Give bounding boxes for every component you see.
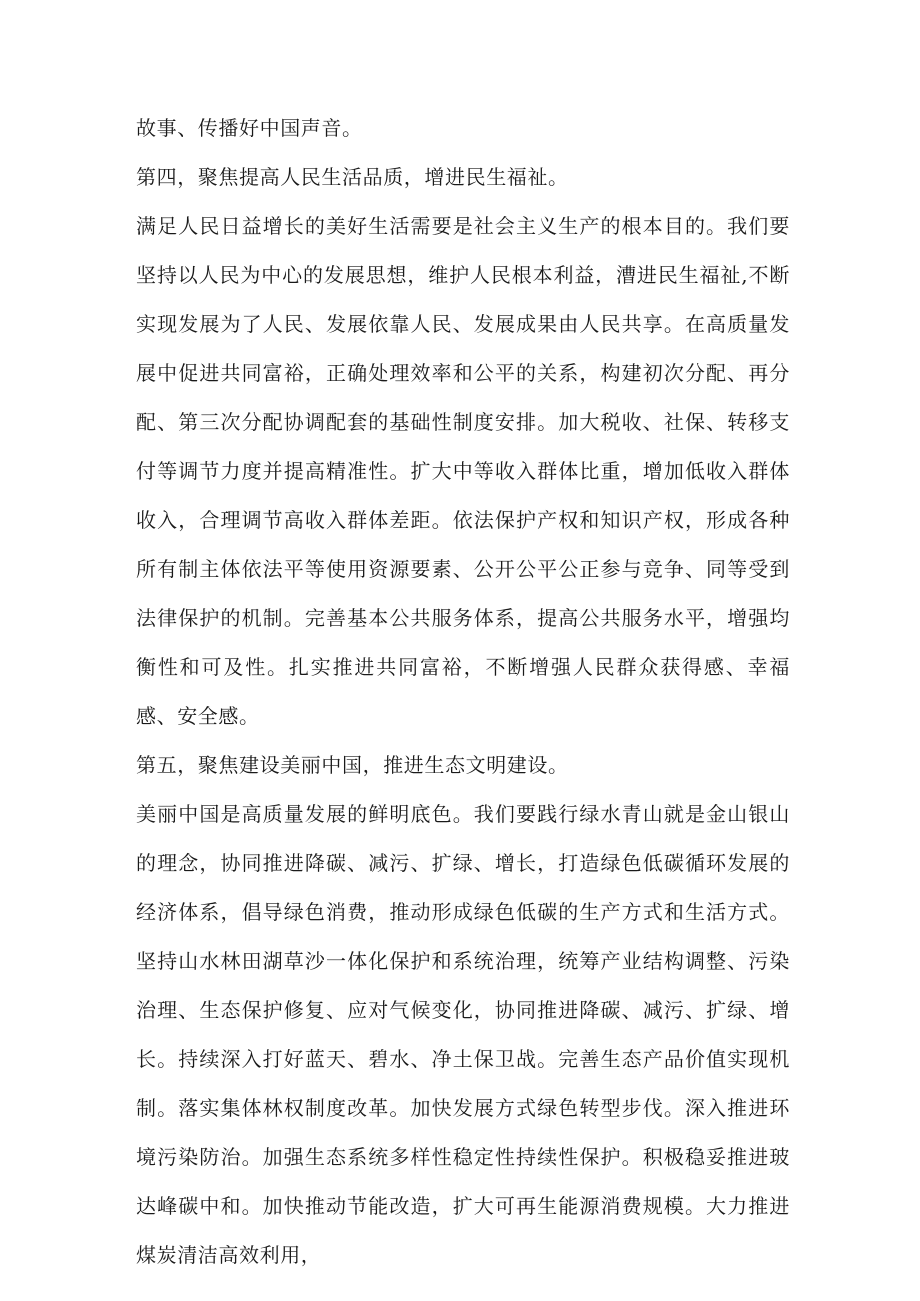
section-heading-five: 第五，聚焦建设美丽中国，推进生态文明建设。 <box>136 753 569 777</box>
paragraph-ecology: 美丽中国是高质量发展的鲜明底色。我们要践行绿水青山就是金山银山的理念，协同推进降碳、减污、扩绿、增长，打造绿色低碳循环发展的经济体系，倡导绿色消费，推动形成绿色低碳的生产方式和生活方式。坚持山水林田湖草沙一体化保护和系统治理，统筹产业结构调整、污染治理、生态保护修复、应对气候变化，协同推进降碳、减污、扩绿、增长。持续深入打好蓝天、碧水、净土保卫战。完善生态产品价值实现机制。落实集体林权制度改革。加快发展方式绿色转型步伐。深入推进环境污染防治。加强生态系统多样性稳定性持续性保护。积极稳妥推进玻达峰碳中和。加快推动节能改造，扩大可再生能源消费规模。大力推进煤炭清洁高效利用， <box>136 802 790 1267</box>
paragraph-livelihood: 满足人民日益增长的美好生活需要是社会主义生产的根本目的。我们要坚持以人民为中心的发展思想，维护人民根本利益，漕进民生福祉,不断实现发展为了人民、发展依靠人民、发展成果由人民共享。在高质量发展中促进共同富裕，正确处理效率和公平的关系，构建初次分配、再分配、第三次分配协调配套的基础性制度安排。加大税收、社保、转移支付等调节力度并提高精准性。扩大中等收入群体比重，增加低收入群体收入，合理调节高收入群体差距。依法保护产权和知识产权，形成各种所有制主体依法平等使用资源要素、公开公平公正参与竞争、同等受到法律保护的机制。完善基本公共服务体系，提高公共服务水平，增强均衡性和可及性。扎实推进共同富裕，不断增强人民群众获得感、幸福感、安全感。 <box>136 214 790 728</box>
paragraph-continuation: 故事、传播好中国声音。 <box>136 116 363 140</box>
section-heading-four: 第四，聚焦提高人民生活品质，增进民生福祉。 <box>136 165 569 189</box>
document-body <box>136 104 790 1280</box>
